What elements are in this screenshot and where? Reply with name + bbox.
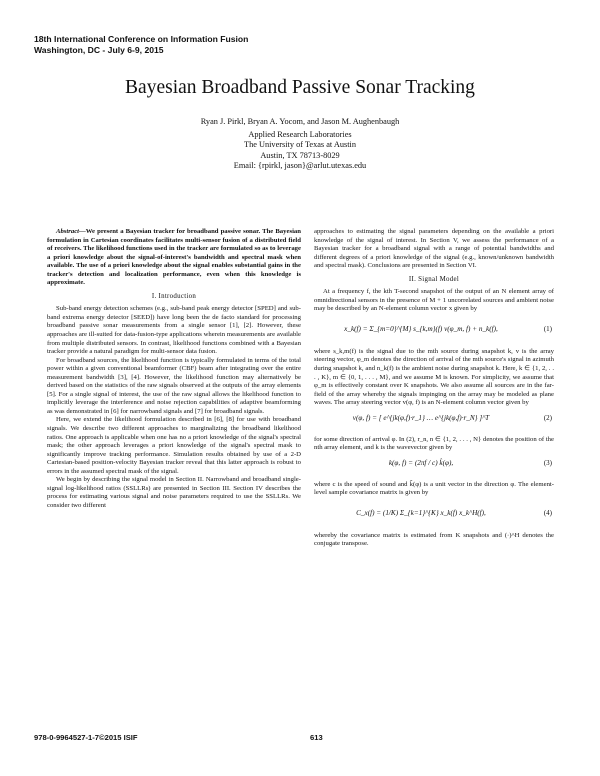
section-heading-introduction: I. Introduction: [151, 292, 197, 300]
intro-paragraph-1: Sub-band energy detection schemes (e.g., sub-band peak energy detector [SPED] and sub-band extrema energy detector [SEED]) have long been the de facto standard for processing broadband passive sonar measurements from a single sensor [1], [2]. However, these approaches are ill-suited for data-fusion-type applications wherein measurements are available from multiple distributed sensors. In contrast, likelihood functions combined with a Bayesian tracker provide a natural paradigm for multi-sensor data fusion.: [47, 305, 301, 356]
equation-1-number: (1): [543, 324, 552, 333]
right-column: [314, 228, 554, 549]
affiliation-address: Austin, TX 78713-8029: [260, 150, 340, 160]
model-paragraph-3: for some direction of arrival φ. In (2), r_n, n ∈ {1, 2, . . . , N} denotes the position of the nth array element, and k is the wavevector given by: [314, 435, 554, 452]
equation-4-expression: C_x(f) = (1/K) Σ_{k=1}^{K} x_k(f) x_k^H(f),: [356, 508, 486, 517]
conference-header: [34, 34, 248, 56]
model-paragraph-5: whereby the covariance matrix is estimated from K snapshots and (·)^H denotes the conjugate transpose.: [314, 531, 554, 548]
equation-1-expression: x_k(f) = Σ_{m=0}^{M} s_{k,m}(f) v(φ_m, f) + n_k(f),: [344, 324, 498, 333]
equation-4-number: (4): [543, 508, 552, 517]
model-paragraph-1: At a frequency f, the kth T-second snapshot of the output of an N element array of omnidirectional sensors in the presence of M + 1 uncorrelated sources and ambient noise may be described by an N-element column vector x given by: [314, 288, 554, 313]
abstract-text: —We present a Bayesian tracker for broadband passive sonar. The Bayesian formulation in Cartesian coordinates facilitates multi-sensor fusion of a distributed field of receivers. The likelihood functions used in the tracker are formulated so as to leverage a priori knowledge about the signal-of-interest's bandwidth and spectral mask when available. The use of a priori knowledge about the signal enables substantial gains in the tracker's detection and localization performance, even when this knowledge is approximate.: [47, 228, 301, 287]
paper-title: Bayesian Broadband Passive Sonar Tracking: [125, 77, 475, 98]
intro-paragraph-4: We begin by describing the signal model in Section II. Narrowband and broadband single-signal log-likelihood ratios (SSLLRs) are presented in Section III. Section IV describes the process for estimating various signal and noise parameters required to use the SSLLRs. We consider two different: [47, 476, 301, 509]
equation-2: [314, 410, 554, 434]
equation-3-number: (3): [543, 458, 552, 467]
footer-page-number: 613: [310, 733, 323, 742]
intro-paragraph-3: Here, we extend the likelihood formulation described in [6], [8] for use with broadband signals. We describe two different approaches to marginalizing the broadband likelihood ratios. One approach is applicable when one has no a priori knowledge of the signal's spectral mask; the other approach leverages a priori knowledge of the signal's spectral mask to significantly improve tracking performance. Simulation results obtained by use of a 2-D Cartesian-based position-velocity Bayesian tracker reveal that this latter approach is robust to errors in the assumed spectral mask of the signal.: [47, 416, 301, 475]
equation-3: [314, 455, 554, 479]
left-column: [47, 228, 301, 511]
footer-isbn: 978-0-9964527-1-7©2015 ISIF: [34, 733, 138, 742]
conference-name: 18th International Conference on Information Fusion: [34, 34, 249, 44]
intro-paragraph-continued: approaches to estimating the signal parameters depending on the available a priori knowledge of the signal of interest. In Section V, we assess the performance of a Bayesian tracker for a broadband signal with a range of potential bandwidths and different degrees of a priori knowledge of the signal (e.g., known/unknown bandwidth and spectral mask). Conclusions are presented in Section VI.: [314, 228, 554, 270]
section-heading-signal-model: II. Signal Model: [408, 275, 460, 283]
conference-location: Washington, DC - July 6-9, 2015: [34, 45, 164, 55]
abstract-label: Abstract: [56, 228, 80, 235]
equation-3-expression: k(φ, f) = (2πf / c) k̂(φ),: [388, 458, 454, 467]
equation-2-expression: v(φ, f) = [ e^{jk(φ,f)·r_1} … e^{jk(φ,f)·r_N} ]^T: [352, 413, 490, 422]
model-paragraph-4: where c is the speed of sound and k̂(φ) is a unit vector in the direction φ. The element-level sample covariance matrix is given by: [314, 480, 554, 497]
affiliation-lab: Applied Research Laboratories: [248, 129, 352, 139]
model-paragraph-2: where s_k,m(f) is the signal due to the mth source during snapshot k, v is the array steering vector, φ_m denotes the direction of arrival of the mth source's signal in azimuth during snapshot k, and n_k(f) is the ambient noise during snapshot k. Here, k ∈ {1, 2, . . . , K}, m ∈ {0, 1, . . . , M}, and we assume M is known. For simplicity, we assume that φ_m is effectively constant over K snapshots. We also assume all sources are in the far-field of the array whereby the signals impinging on the array may be modeled as plane waves. The array steering vector v(φ, f) is an N-element column vector given by: [314, 347, 554, 407]
author-names: Ryan J. Pirkl, Bryan A. Yocom, and Jason M. Aughenbaugh: [200, 117, 400, 126]
equation-1: [314, 316, 554, 346]
intro-paragraph-2: For broadband sources, the likelihood function is typically formulated in terms of the total power within a given conventional beamformer (CBF) beam after integrating over the entire measurement bandwidth [3], [4]. However, the likelihood function may alternatively be derived based on the statistics of the raw signals observed at the outputs of the array elements [5]. For a single signal of interest, the use of the raw signal allows the likelihood function to implicitly leverage the interference and noise rejection capabilities of adaptive beamforming as was demonstrated in [6] for narrowband signals and [7] for broadband signals.: [47, 356, 301, 415]
equation-4: [314, 500, 554, 530]
affiliation-university: The University of Texas at Austin: [244, 140, 356, 150]
author-block: [0, 117, 600, 172]
abstract: [47, 228, 301, 288]
author-email: Email: {rpirkl, jason}@arlut.utexas.edu: [233, 161, 367, 171]
equation-2-number: (2): [543, 413, 552, 422]
